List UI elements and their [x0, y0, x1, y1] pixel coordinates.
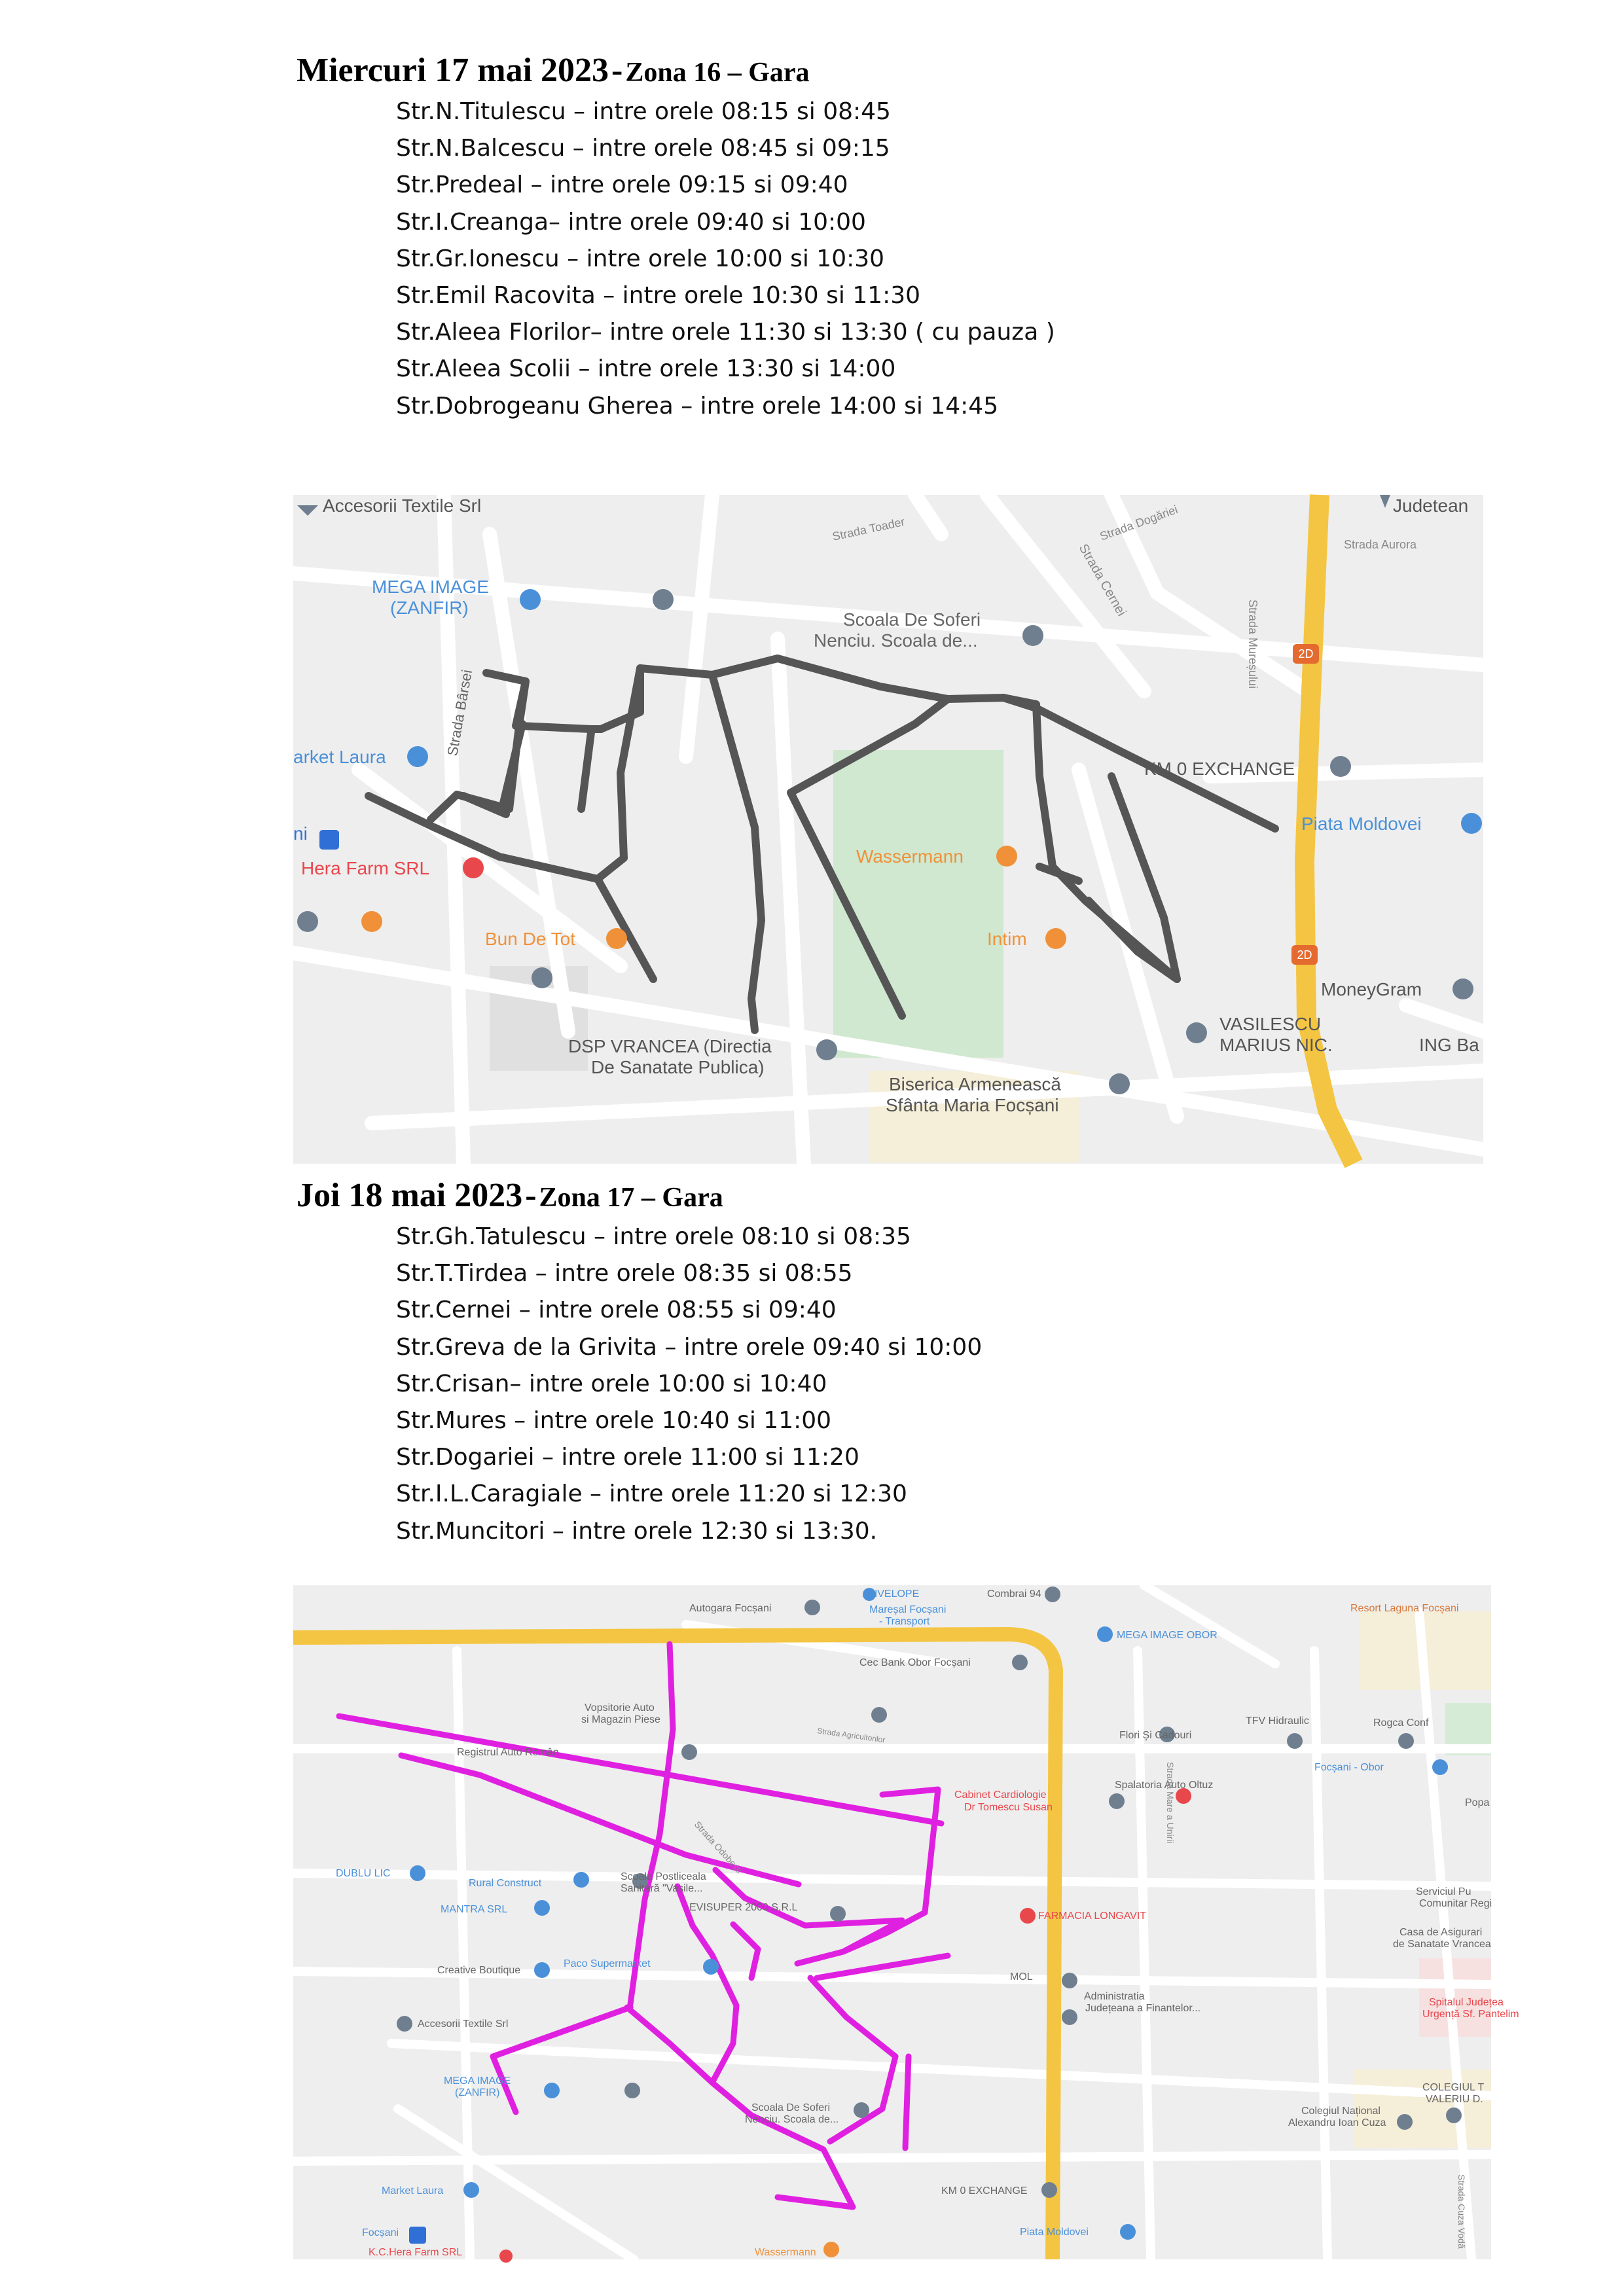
label-mantra: MANTRA SRL [441, 1904, 508, 1915]
label-resort: Resort Laguna Focșani [1350, 1603, 1459, 1614]
label-focsani-obor: Focșani - Obor [1314, 1762, 1384, 1773]
label-accesorii: Accesorii Textile Srl [323, 495, 482, 516]
label-serviciul2: Comunitar Regi [1419, 1898, 1492, 1909]
schedule-item: Str.Aleea Scolii – intre orele 13:30 si 14:00 [396, 355, 896, 383]
schedule-item: Str.Cernei – intre orele 08:55 si 09:40 [396, 1297, 837, 1324]
label-maresal2: - Transport [879, 1616, 930, 1627]
label-wassermann: Wassermann [755, 2247, 816, 2258]
label-mega2: (ZANFIR) [455, 2087, 500, 2098]
label-strada-odobesti: Strada Odobești [692, 1819, 745, 1876]
label-ni: ni [293, 823, 308, 844]
schedule-item: Str.Dogariei – intre orele 11:00 si 11:20 [396, 1444, 859, 1471]
label-colegiul-n1: Colegiul Național [1301, 2106, 1380, 2117]
schedule-item: Str.I.L.Caragiale – intre orele 11:20 si 12:30 [396, 1480, 907, 1508]
label-piata: Piata Moldovei [1301, 814, 1422, 834]
label-strada-cernei: Strada Cernei [1075, 541, 1129, 619]
label-km0: KM 0 EXCHANGE [941, 2185, 1028, 2197]
label-intim: Intim [987, 929, 1027, 949]
label-combrai: Combrai 94 [987, 1588, 1041, 1600]
label-biserica2: Sfânta Maria Focșani [886, 1095, 1059, 1115]
label-spalatoria: Spalatoria Auto Oltuz [1115, 1780, 1214, 1791]
label-scoala2: Nenciu. Scoala de... [745, 2114, 839, 2125]
label-casa1: Casa de Asigurari [1399, 1927, 1483, 1938]
map-zone-17-canvas [293, 1585, 1519, 2259]
label-creative: Creative Boutique [437, 1965, 521, 1976]
label-rogca: Rogca Conf [1373, 1717, 1429, 1729]
label-cec: Cec Bank Obor Focșani [859, 1657, 971, 1668]
label-strada-muresului: Strada Mureșului [1246, 600, 1259, 689]
label-mega1: MEGA IMAGE [444, 2075, 511, 2087]
schedule-item: Str.Emil Racovita – intre orele 10:30 si 11:30 [396, 281, 921, 309]
road-number-2d-lower: 2D [1297, 948, 1312, 961]
label-evisuper: EVISUPER 2000 S.R.L [689, 1902, 798, 1913]
label-colegiul2: VALERIU D. [1426, 2094, 1483, 2105]
label-vasilescu1: VASILESCU [1219, 1014, 1322, 1034]
label-judetean: Judetean [1393, 495, 1469, 516]
label-bun: Bun De Tot [485, 929, 576, 949]
schedule-item: Str.Predeal – intre orele 09:15 si 09:40 [396, 171, 848, 199]
label-ing: ING Ba [1419, 1035, 1479, 1055]
label-vasilescu2: MARIUS NIC. [1219, 1035, 1333, 1055]
schedule-item: Str.N.Balcescu – intre orele 08:45 si 09:15 [396, 135, 890, 162]
label-strada-mare: Strada Mare a Unirii [1165, 1762, 1176, 1844]
label-focsani: Focșani [362, 2227, 399, 2238]
map-zone-16[interactable] [293, 495, 1483, 1164]
label-casa2: de Sanatate Vrancea [1393, 1939, 1491, 1950]
label-market: arket Laura [293, 747, 386, 767]
label-paco: Paco Supermarket [564, 1958, 651, 1969]
section1-zone: Zona 16 – Gara [625, 58, 810, 88]
section2-schedule [396, 1219, 982, 1550]
label-spitalul2: Urgență Sf. Pantelim [1422, 2009, 1519, 2020]
section2-heading [297, 1176, 723, 1215]
map-zone-16-canvas [293, 495, 1483, 1164]
schedule-item: Str.I.Creanga– intre orele 09:40 si 10:00 [396, 208, 866, 236]
map-zone-17[interactable] [293, 1585, 1519, 2259]
schedule-item: Str.Gr.Ionescu – intre orele 10:00 si 10:30 [396, 245, 885, 272]
park-area [833, 750, 1003, 1058]
label-km0: KM 0 EXCHANGE [1144, 759, 1295, 779]
schedule-item: Str.Dobrogeanu Gherea – intre orele 14:00 si 14:45 [396, 392, 999, 420]
section2-zone: Zona 17 – Gara [539, 1183, 723, 1213]
label-dsp1: DSP VRANCEA (Directia [568, 1036, 772, 1056]
road-number-2d: 2D [1298, 647, 1314, 660]
label-serviciul1: Serviciul Pu [1416, 1886, 1471, 1897]
label-dublu: DUBLU LIC [336, 1868, 391, 1879]
label-cabinet2: Dr Tomescu Susan [964, 1802, 1053, 1813]
label-strada-cuza: Strada Cuza Vodă [1456, 2174, 1467, 2249]
label-mol: MOL [1010, 1971, 1033, 1982]
label-anvelope: ANVELOPE [863, 1588, 920, 1600]
label-biserica1: Biserica Armenească [889, 1074, 1062, 1094]
label-scoala1: Scoala De Soferi [843, 609, 981, 630]
section1-heading [297, 51, 810, 90]
section1-separator: - [611, 52, 623, 89]
label-spitalul1: Spitalul Județea [1429, 1997, 1504, 2008]
label-hera: K.C.Hera Farm SRL [369, 2247, 463, 2258]
schedule-item: Str.T.Tirdea – intre orele 08:35 si 08:55 [396, 1260, 853, 1287]
section1-schedule [396, 94, 1055, 425]
label-scoala-post1: Scoala Postliceala [621, 1871, 706, 1882]
label-popa: Popa [1465, 1797, 1490, 1808]
label-market: Market Laura [382, 2185, 444, 2197]
label-mega1: MEGA IMAGE [372, 577, 489, 597]
schedule-item: Str.Greva de la Grivita – intre orele 09:40 si 10:00 [396, 1333, 983, 1361]
label-scoala-post2: Sanitară "Vasile... [621, 1883, 703, 1894]
label-mega-obor: MEGA IMAGE OBOR [1117, 1630, 1218, 1641]
schedule-item: Str.Crisan– intre orele 10:00 si 10:40 [396, 1370, 827, 1397]
label-tfv: TFV Hidraulic [1246, 1715, 1309, 1727]
section2-separator: - [525, 1177, 537, 1214]
schedule-item: Str.Mures – intre orele 10:40 si 11:00 [396, 1407, 832, 1434]
label-strada-dogariei: Strada Dogăriei [1098, 503, 1180, 543]
label-scoala2: Nenciu. Scoala de... [814, 630, 978, 651]
schedule-item: Str.Aleea Florilor– intre orele 11:30 si 13:30 ( cu pauza ) [396, 319, 1055, 346]
label-mega2: (ZANFIR) [390, 598, 469, 618]
label-flori: Flori Și Cadouri [1119, 1730, 1192, 1741]
label-dsp2: De Sanatate Publica) [591, 1057, 765, 1077]
label-registrul: Registrul Auto Român [457, 1747, 559, 1758]
label-vopsitorie2: si Magazin Piese [581, 1714, 660, 1725]
label-piata: Piata Moldovei [1020, 2227, 1089, 2238]
label-maresal1: Mareșal Focșani [869, 1604, 947, 1615]
label-rural: Rural Construct [469, 1878, 542, 1889]
schedule-item: Str.Muncitori – intre orele 12:30 si 13:30. [396, 1517, 878, 1545]
section2-date: Joi 18 mai 2023 [297, 1177, 523, 1214]
label-moneygram: MoneyGram [1321, 979, 1422, 999]
section1-date: Miercuri 17 mai 2023 [297, 52, 609, 89]
schedule-item: Str.N.Titulescu – intre orele 08:15 si 08:45 [396, 98, 891, 125]
label-admin2: Județeana a Finantelor... [1085, 2003, 1201, 2014]
label-vopsitorie1: Vopsitorie Auto [585, 1702, 655, 1713]
schedule-item: Str.Gh.Tatulescu – intre orele 08:10 si 08:35 [396, 1223, 911, 1250]
label-colegiul-n2: Alexandru Ioan Cuza [1288, 2117, 1386, 2128]
label-admin1: Administratia [1084, 1991, 1145, 2002]
label-hera: Hera Farm SRL [301, 858, 430, 878]
label-strada-agricultorilor: Strada Agricultorilor [816, 1726, 886, 1745]
label-strada-aurora: Strada Aurora [1344, 538, 1417, 551]
label-accesorii: Accesorii Textile Srl [418, 2018, 509, 2030]
label-cabinet1: Cabinet Cardiologie [954, 1789, 1047, 1801]
label-farmacia: FARMACIA LONGAVIT [1038, 1910, 1147, 1922]
label-scoala1: Scoala De Soferi [751, 2102, 831, 2113]
label-autogara: Autogara Focșani [689, 1603, 772, 1614]
label-strada-barsei: Strada Bârsei [444, 668, 476, 757]
label-colegiul1: COLEGIUL T [1422, 2082, 1485, 2093]
label-wassermann: Wassermann [856, 846, 964, 867]
label-strada-toader: Strada Toader [831, 514, 907, 543]
